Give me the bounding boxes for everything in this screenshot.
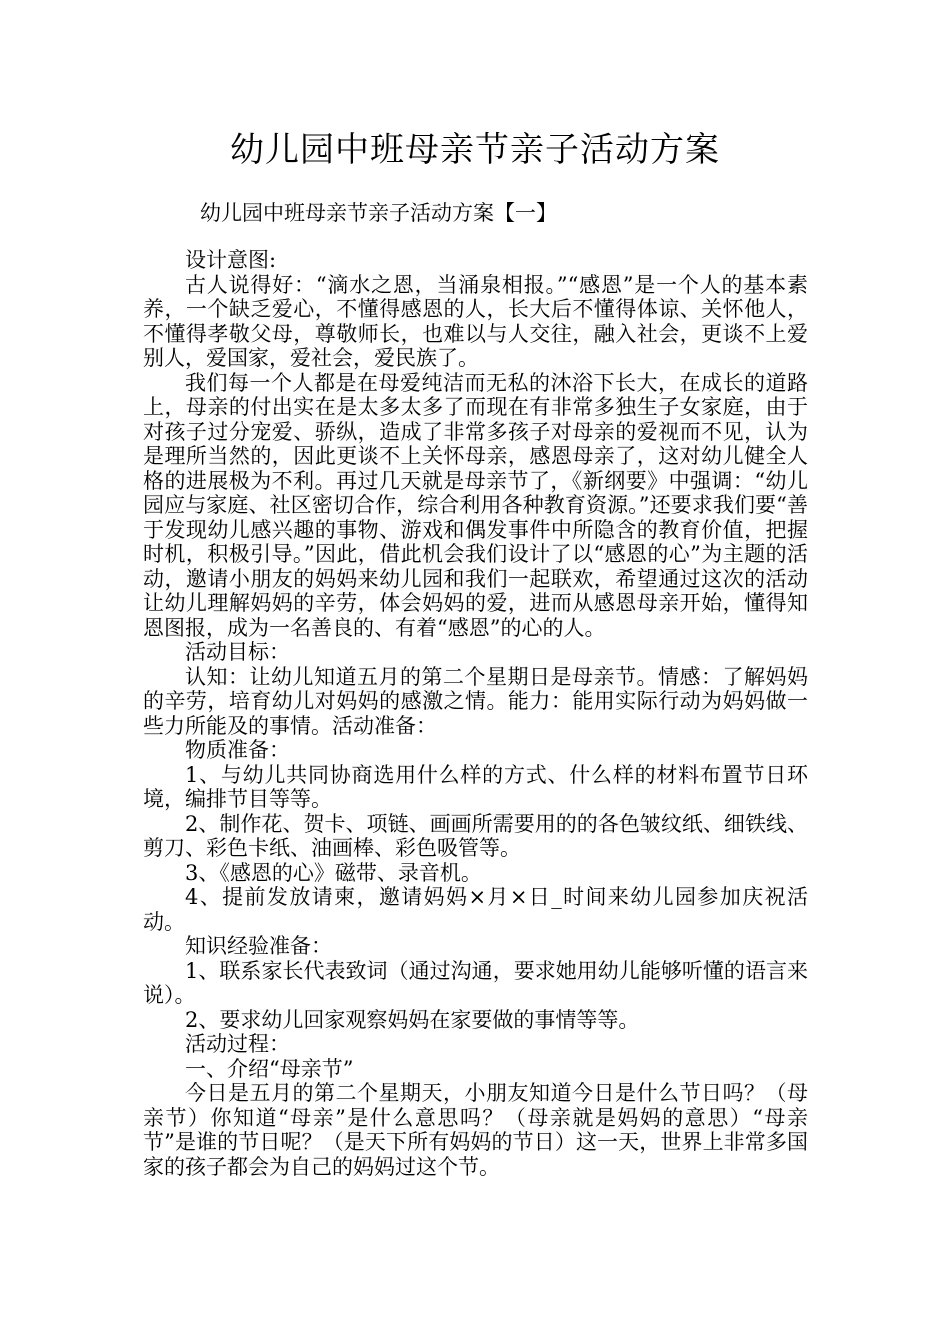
list-item: 3、《感恩的心》磁带、录音机。 [185, 860, 482, 885]
section-heading-design-intent: 设计意图: [185, 248, 277, 272]
section-heading-process: 活动过程： [185, 1032, 290, 1056]
document-title: 幼儿园中班母亲节亲子活动方案 [230, 130, 720, 170]
body-paragraph: 古人说得好：“滴水之恩，当涌泉相报。”“感恩”是一个人的基本素养，一个缺乏爱心，不懂得感恩的人，长大后不懂得体谅、关怀他人，不懂得孝敬父母，尊敬师长，也难以与人交往，融入社会，更谈不上爱别人，爱国家，爱社会，爱民族了。 [143, 272, 808, 370]
list-item: 2、制作花、贺卡、项链、画画所需要用的的各色皱纹纸、细铁线、剪刀、彩色卡纸、油画棒、彩色吸管等。 [143, 811, 808, 860]
body-paragraph: 认知：让幼儿知道五月的第二个星期日是母亲节。情感：了解妈妈的辛劳，培育幼儿对妈妈的感激之情。能力：能用实际行动为妈妈做一些力所能及的事情。活动准备： [143, 664, 808, 738]
step-heading: 一、介绍“母亲节” [185, 1056, 354, 1081]
body-paragraph: 我们每一个人都是在母爱纯洁而无私的沐浴下长大，在成长的道路上，母亲的付出实在是太多太多了而现在有非常多独生子女家庭，由于对孩子过分宠爱、骄纵，造成了非常多孩子对母亲的爱视而不见，认为是理所当然的，因此更谈不上关怀母亲，感恩母亲了，这对幼儿健全人格的进展极为不利。再过几天就是母亲节了，《新纲要》中强调：“幼儿园应与家庭、社区密切合作，综合利用各种教育资源。”还要求我们要“善于发现幼儿感兴趣的事物、游戏和偶发事件中所隐含的教育价值，把握时机，积极引导。”因此，借此机会我们设计了以“感恩的心”为主题的活动，邀请小朋友的妈妈来幼儿园和我们一起联欢，希望通过这次的活动让幼儿理解妈妈的辛劳，体会妈妈的爱，进而从感恩母亲开始，懂得知恩图报，成为一名善良的、有着“感恩”的心的人。 [143, 370, 808, 640]
section-heading-materials: 物质准备： [185, 738, 290, 762]
list-item: 4、提前发放请柬，邀请妈妈×月×日_时间来幼儿园参加庆祝活动。 [143, 885, 808, 934]
section-heading-goals: 活动目标： [185, 640, 290, 664]
document-subtitle: 幼儿园中班母亲节亲子活动方案【一】 [200, 201, 557, 225]
list-item: 1、联系家长代表致词（通过沟通，要求她用幼儿能够听懂的语言来说）。 [143, 958, 808, 1007]
list-item: 2、要求幼儿回家观察妈妈在家要做的事情等等。 [185, 1007, 640, 1032]
section-heading-knowledge: 知识经验准备： [185, 934, 332, 958]
body-paragraph: 今日是五月的第二个星期天，小朋友知道今日是什么节日吗？（母亲节）你知道“母亲”是什么意思吗？（母亲就是妈妈的意思）“母亲节”是谁的节日呢？（是天下所有妈妈的节日）这一天，世界上非常多国家的孩子都会为自己的妈妈过这个节。 [143, 1081, 808, 1179]
list-item: 1、与幼儿共同协商选用什么样的方式、什么样的材料布置节日环境，编排节目等等。 [143, 762, 808, 811]
document-body [143, 248, 808, 1179]
